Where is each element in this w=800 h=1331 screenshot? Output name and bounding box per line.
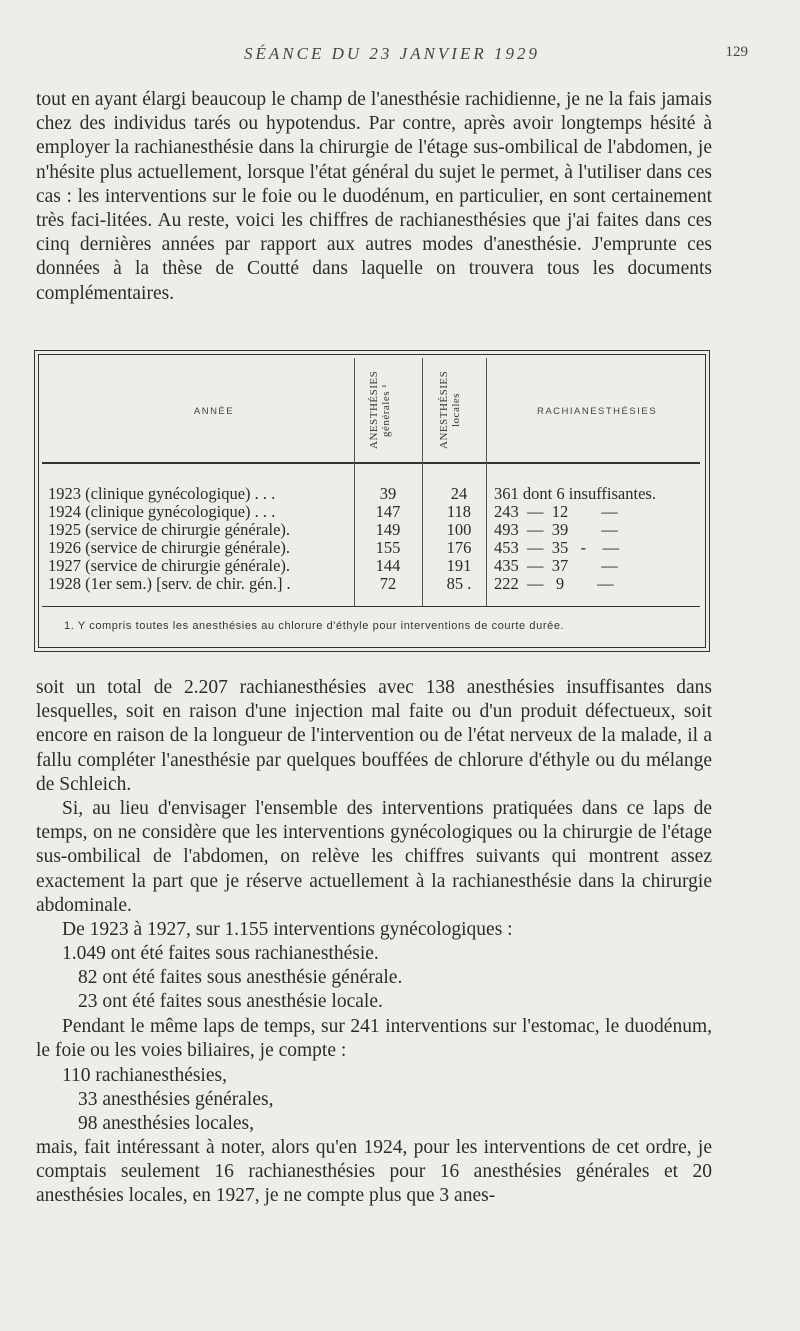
page-number: 129: [725, 44, 748, 60]
cell-annee: 1928 (1er sem.) [serv. de chir. gén.] .: [48, 574, 291, 593]
header-separator: [42, 462, 700, 464]
stat-line: De 1923 à 1927, sur 1.155 interventions gynécologiques :: [62, 919, 513, 940]
table-footnote: 1. Y compris toutes les anesthésies au chlorure d'éthyle pour interventions de courte durée.: [64, 620, 565, 632]
cell-locales: 85 .: [446, 574, 472, 593]
footnote-separator: [42, 606, 700, 607]
stat-line: 33 anesthésies générales,: [78, 1089, 274, 1110]
header-annee: ANNÉE: [193, 406, 235, 417]
header-anesthesies-generales: ANESTHÉSIES générales ¹: [368, 370, 392, 450]
header-rachianesthesies: RACHIANESTHÉSIES: [536, 406, 658, 417]
cell-rachi: 361 dont 6 insuffisantes.: [494, 484, 656, 503]
stat-line: 110 rachianesthésies,: [62, 1065, 227, 1086]
page-header: [36, 44, 748, 68]
stat-line: 98 anesthésies locales,: [78, 1113, 254, 1134]
cell-generales: 155: [375, 538, 401, 557]
cell-locales: 100: [446, 520, 472, 539]
cell-generales: 147: [375, 502, 401, 521]
paragraph-conclusion: mais, fait intéressant à noter, alors qu'en 1924, pour les interventions de cet ordre, je comptais seulement 16 rachianesthésies pour 16 anesthésies générales et 20 anesthésies locales, en 1927, je ne compte plus que 3 anes-: [36, 1137, 712, 1207]
cell-annee: 1923 (clinique gynécologique) . . .: [48, 484, 276, 503]
cell-generales: 72: [379, 574, 397, 593]
cell-rachi: 493 — 39 —: [494, 520, 618, 539]
cell-generales: 149: [375, 520, 401, 539]
stat-line: 23 ont été faites sous anesthésie locale.: [78, 991, 383, 1012]
paragraph-intro: tout en ayant élargi beaucoup le champ de l'anesthésie rachidienne, je ne la fais jamais chez des individus tarés ou hypotendus. Par contre, après avoir longtemps hésité à employer la rachianesthésie dans la chirurgie de l'étage sus-ombilical de l'abdomen, je n'hésite plus actuellement, lorsque l'état général du sujet le permet, à l'utiliser dans ces cas : les interventions sur le foie ou le duodénum, en particulier, en sont certainement très faci-litées. Au reste, voici les chiffres de rachianesthésies que j'ai faites dans ces cinq dernières années par rapport aux autres modes d'anesthésie. J'emprunte ces données à la thèse de Coutté dans laquelle on trouvera tous les documents complémentaires.: [36, 89, 712, 304]
cell-generales: 39: [379, 484, 397, 503]
cell-annee: 1925 (service de chirurgie générale).: [48, 520, 291, 539]
cell-locales: 191: [446, 556, 472, 575]
paragraph-estomac: Pendant le même laps de temps, sur 241 interventions sur l'estomac, le duodénum, le foie ou les voies biliaires, je compte :: [36, 1016, 712, 1062]
header-anesthesies-locales: ANESTHÉSIES locales: [438, 370, 462, 450]
cell-annee: 1927 (service de chirurgie générale).: [48, 556, 291, 575]
cell-rachi: 453 — 35 - —: [494, 538, 620, 557]
cell-rachi: 243 — 12 —: [494, 502, 618, 521]
cell-generales: 144: [375, 556, 401, 575]
cell-rachi: 222 — 9 —: [494, 574, 614, 593]
cell-annee: 1924 (clinique gynécologique) . . .: [48, 502, 276, 521]
cell-locales: 24: [450, 484, 468, 503]
paragraph-total: soit un total de 2.207 rachianesthésies avec 138 anesthésies insuffisantes dans lesquelles, soit en raison d'une injection mal faite ou d'un produit défectueux, soit encore en raison de la longueur de l'intervention ou de l'état nerveux de la malade, il a fallu compléter l'anesthésie par quelques bouffées de chlorure d'éthyle ou du mélange de Schleich.: [36, 677, 712, 795]
cell-rachi: 435 — 37 —: [494, 556, 618, 575]
running-title: SÉANCE DU 23 JANVIER 1929: [244, 44, 540, 63]
stat-line: 82 ont été faites sous anesthésie générale.: [78, 967, 403, 988]
stat-line: 1.049 ont été faites sous rachianesthésie.: [62, 943, 379, 964]
cell-annee: 1926 (service de chirurgie générale).: [48, 538, 291, 557]
anesthesia-table: [34, 350, 710, 652]
cell-locales: 118: [446, 502, 472, 521]
cell-locales: 176: [446, 538, 472, 557]
paragraph-gyneco: Si, au lieu d'envisager l'ensemble des interventions pratiquées dans ce laps de temps, on ne considère que les interventions gynécologiques ou la chirurgie de l'étage sus-ombilical de l'abdomen, on relève les chiffres suivants qui montrent assez exactement la part que je réserve actuellement à la rachianesthésie dans la chirurgie abdominale.: [36, 798, 712, 916]
column-line: [422, 358, 423, 606]
